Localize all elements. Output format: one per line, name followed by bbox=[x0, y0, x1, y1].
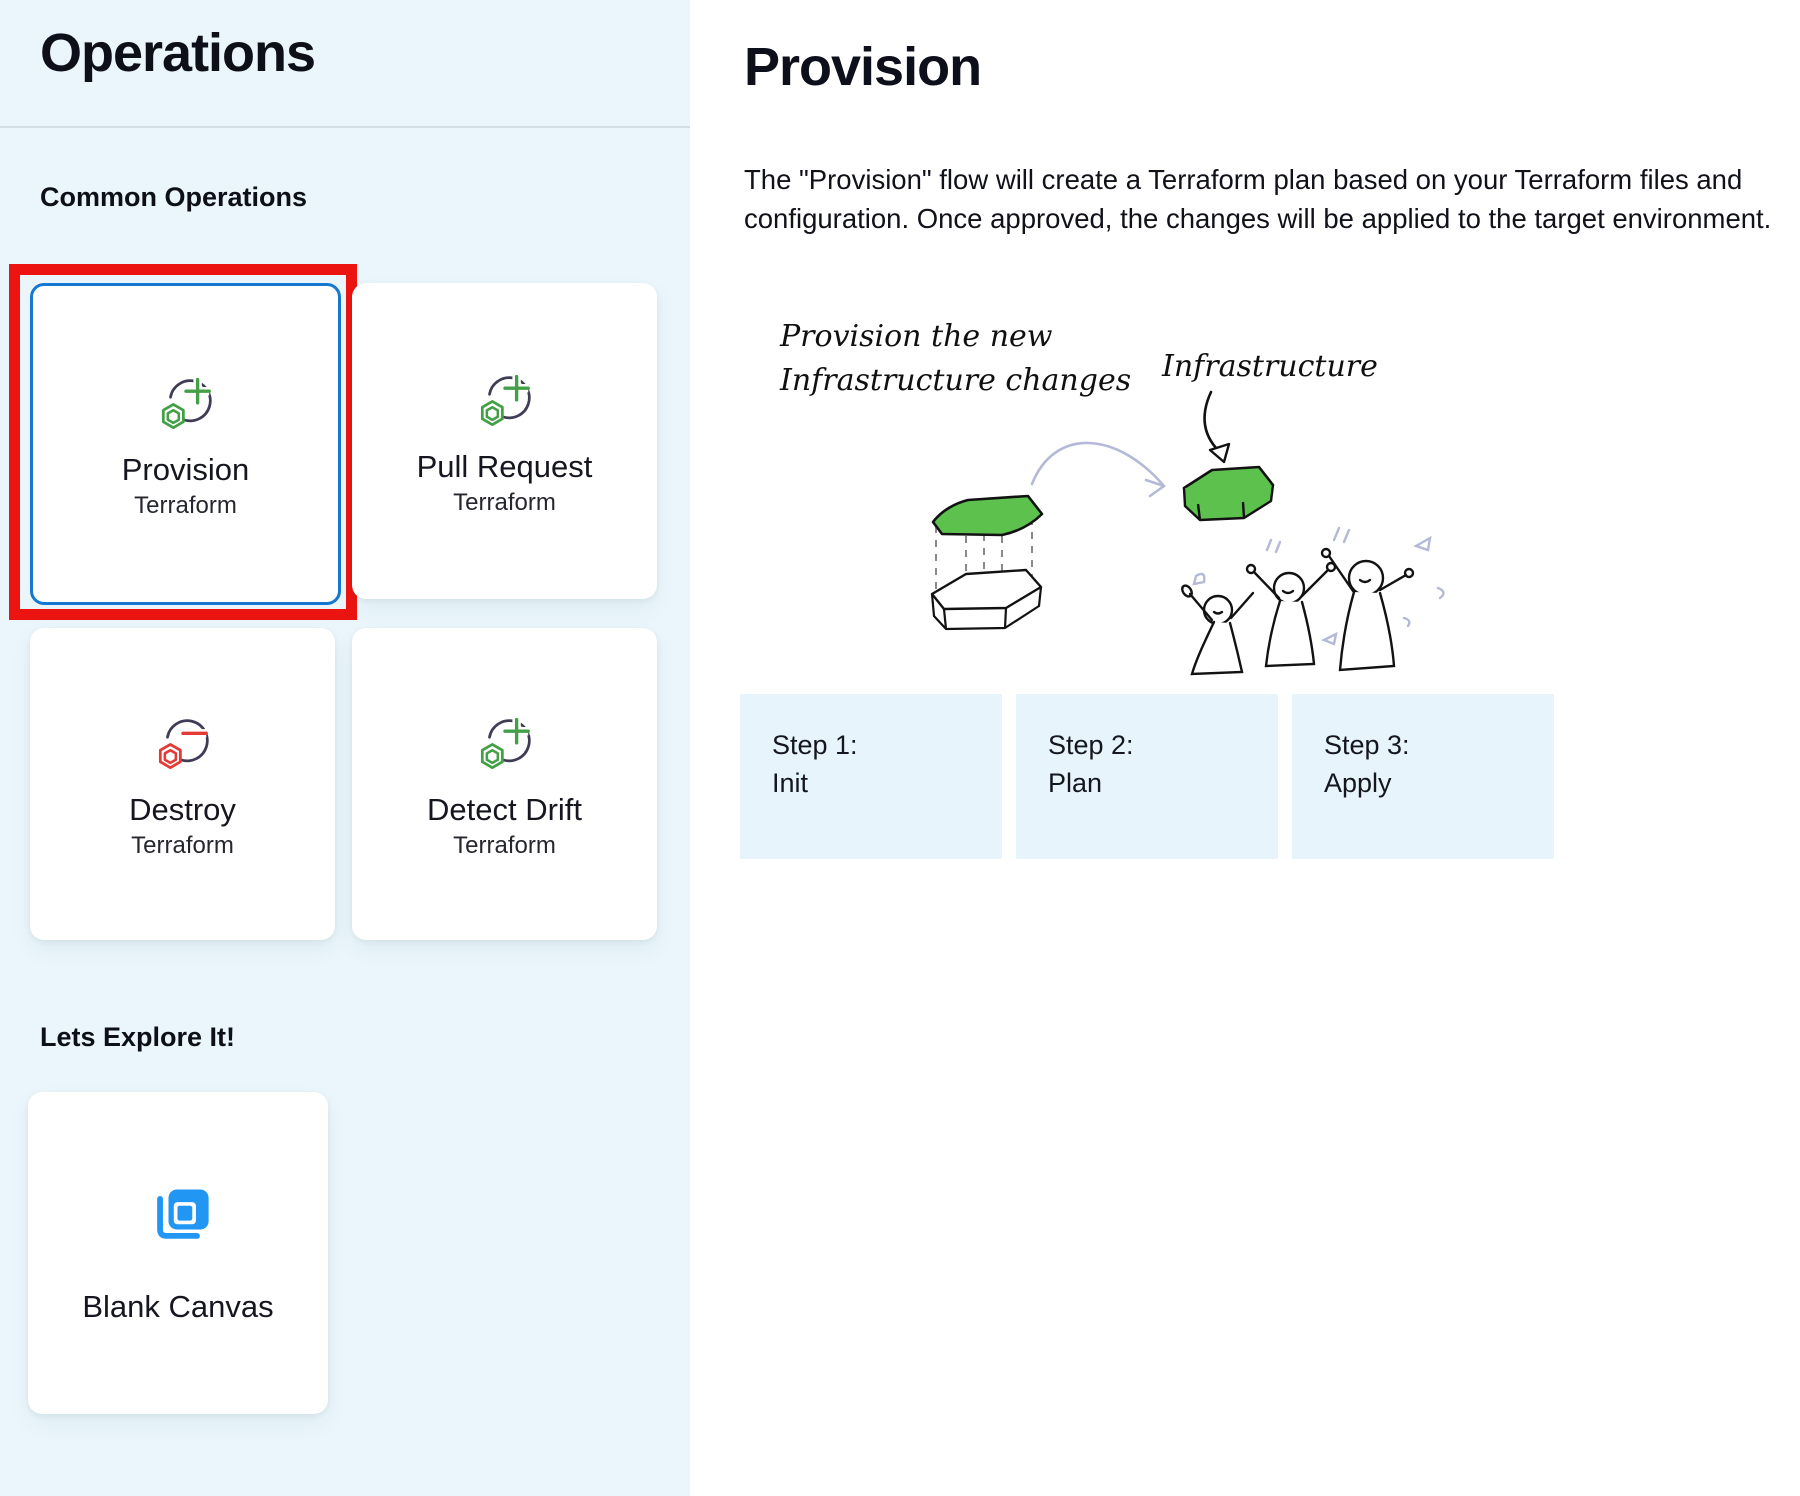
steps-row bbox=[740, 694, 1800, 859]
operation-card-blank-canvas[interactable] bbox=[28, 1092, 328, 1414]
illustration-caption-line2: Infrastructure changes bbox=[780, 363, 1132, 398]
card-title: Blank Canvas bbox=[82, 1289, 274, 1324]
blank-canvas-icon bbox=[140, 1181, 216, 1257]
step-name: Init bbox=[772, 768, 809, 798]
sidebar-divider bbox=[0, 126, 690, 128]
card-subtitle: Terraform bbox=[131, 832, 234, 859]
card-title: Destroy bbox=[129, 792, 236, 827]
page-title: Provision bbox=[744, 37, 982, 97]
operations-sidebar bbox=[0, 0, 690, 1496]
illustration-caption-right: Infrastructure bbox=[1162, 349, 1378, 384]
section-label-common-operations: Common Operations bbox=[40, 182, 308, 212]
operation-card-pull-request[interactable] bbox=[352, 283, 657, 599]
step-label: Step 2: bbox=[1048, 730, 1134, 760]
transition-arrow-sketch bbox=[1032, 443, 1164, 496]
terraform-add-icon bbox=[467, 708, 543, 784]
terraform-remove-icon bbox=[145, 708, 221, 784]
step-name: Plan bbox=[1048, 768, 1103, 798]
section-label-lets-explore: Lets Explore It! bbox=[40, 1022, 236, 1052]
flow-description: The "Provision" flow will create a Terraform plan based on your Terraform files and configuration. Once approved, the changes will be applied to the target environment. bbox=[744, 164, 1772, 234]
card-subtitle: Terraform bbox=[453, 489, 556, 516]
operation-card-destroy[interactable] bbox=[30, 628, 335, 940]
planned-hexagon-sketch bbox=[932, 496, 1042, 629]
terraform-add-icon bbox=[467, 365, 543, 441]
operation-card-provision[interactable] bbox=[30, 283, 341, 605]
step-label: Step 1: bbox=[772, 730, 858, 760]
down-arrow-sketch bbox=[1204, 392, 1229, 462]
terraform-add-icon bbox=[148, 368, 224, 444]
step-card-plan bbox=[1016, 694, 1278, 859]
step-label: Step 3: bbox=[1324, 730, 1410, 760]
sidebar-title: Operations bbox=[40, 23, 316, 83]
new-hexagon-sketch bbox=[1184, 467, 1273, 520]
provision-illustration bbox=[744, 288, 1484, 688]
main-panel bbox=[690, 0, 1800, 1496]
card-title: Pull Request bbox=[416, 449, 593, 484]
card-subtitle: Terraform bbox=[453, 832, 556, 859]
step-card-apply bbox=[1292, 694, 1554, 859]
step-card-init bbox=[740, 694, 1002, 859]
illustration-caption-line1: Provision the new bbox=[780, 319, 1053, 354]
card-title: Provision bbox=[121, 452, 250, 487]
step-name: Apply bbox=[1324, 768, 1392, 798]
card-title: Detect Drift bbox=[426, 792, 583, 827]
operation-card-detect-drift[interactable] bbox=[352, 628, 657, 940]
celebrating-people-sketch bbox=[1180, 549, 1413, 674]
card-subtitle: Terraform bbox=[134, 492, 237, 519]
